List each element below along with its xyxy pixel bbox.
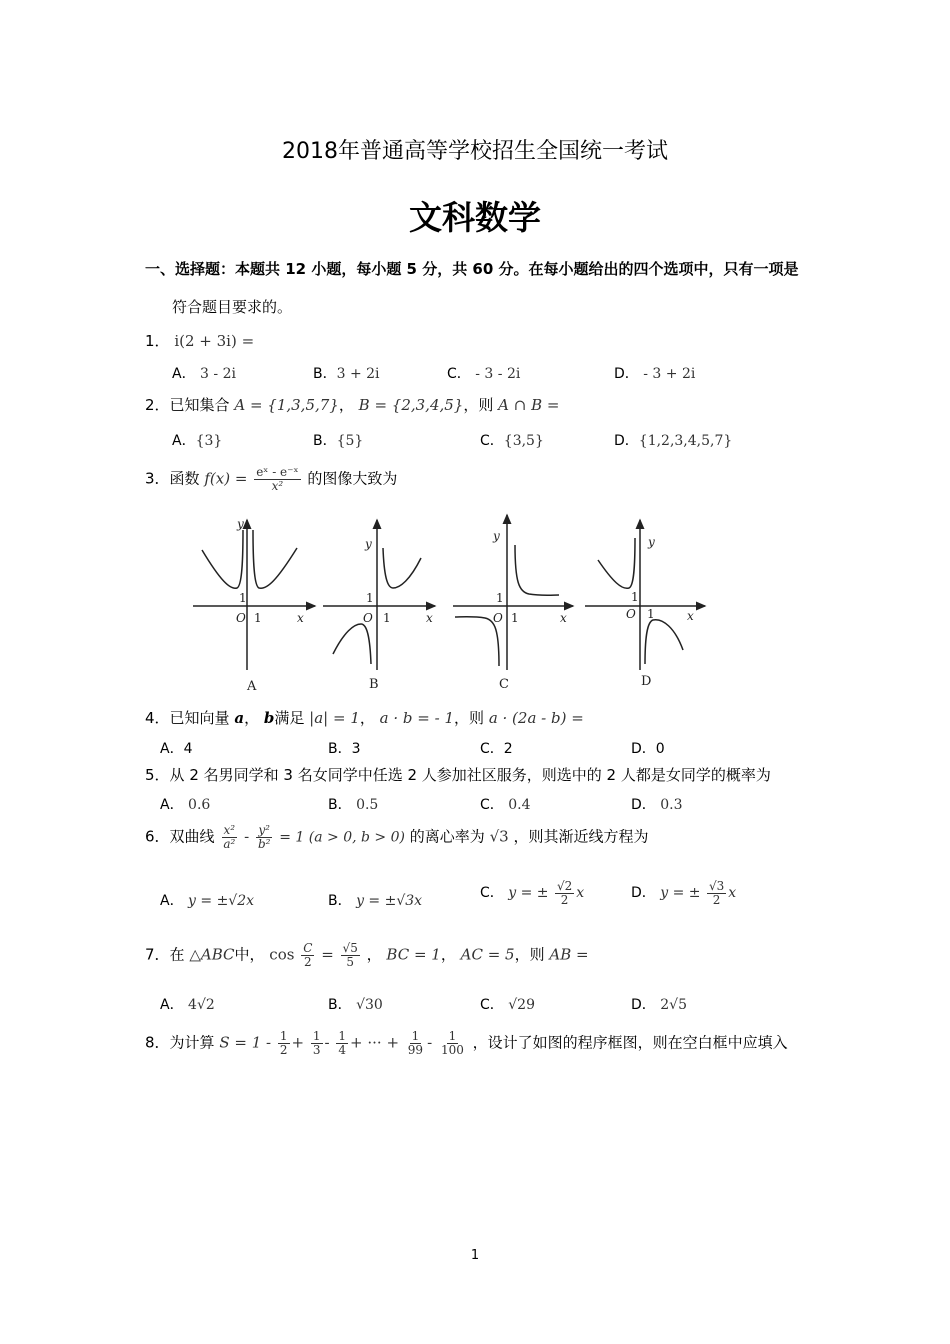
section-heading: 一、选择题：本题共 12 小题，每小题 5 分，共 60 分。在每小题给出的四个选项中，只有一项是 (145, 260, 799, 278)
q7-option-b: B． √30 (328, 997, 383, 1013)
graph-d-y-label: y (648, 535, 655, 549)
q6-option-a: A． y = ±√2x (160, 893, 255, 909)
graph-d-origin: O (626, 607, 636, 621)
graph-c (453, 515, 573, 670)
q2-option-b: B．{5} (313, 433, 364, 449)
q2-option-d: D．{1,2,3,4,5,7} (614, 433, 733, 449)
graph-a-tick-x: 1 (254, 611, 262, 625)
q6-option-b: B． y = ±√3x (328, 893, 423, 909)
graph-d-tick-x: 1 (647, 607, 655, 621)
q1-option-c: C． - 3 - 2i (447, 366, 521, 382)
q5-option-b: B． 0.5 (328, 797, 379, 813)
graph-a-y-label: y (237, 517, 244, 531)
graph-b-x-label: x (426, 611, 433, 625)
graph-a-origin: O (236, 611, 246, 625)
q5-option-d: D． 0.3 (631, 797, 683, 813)
q4-option-b: B．3 (328, 741, 361, 757)
q7-option-d: D． 2√5 (631, 997, 687, 1013)
graph-c-y-label: y (493, 529, 500, 543)
q4-option-d: D．0 (631, 741, 665, 757)
exam-title: 2018年普通高等学校招生全国统一考试 (282, 139, 668, 164)
q3-fraction: $\frac{\text{eˣ - e⁻ˣ}}{\text{x²}}$ (256, 465, 299, 493)
q4-option-c: C．2 (480, 741, 513, 757)
q1-option-a: A． 3 - 2i (172, 366, 236, 382)
q7-option-a: A． 4√2 (160, 997, 215, 1013)
question-3: 3．函数 f(x) = $\frac{\text{eˣ - e⁻ˣ}}{\text{x²}}$ 的图像大致为 (145, 465, 398, 493)
graph-b-y-label: y (365, 537, 372, 551)
graph-d-tick-y: 1 (631, 590, 639, 604)
graph-a-x-label: x (297, 611, 304, 625)
graph-b (323, 520, 435, 670)
q3-graphs (185, 510, 715, 695)
page-number: 1 (470, 1248, 480, 1263)
q1-option-b: B．3 + 2i (313, 366, 380, 382)
question-2: 2．已知集合 A = {1,3,5,7}， B = {2,3,4,5}，则 A ∩ B = (145, 396, 560, 414)
question-6: 6．双曲线 $\frac{\text{x²}}{\text{a²}}$ - $\frac{\text{y²}}{\text{b²}}$ = 1 (a > 0, b > 0) 的离心率为 √3 ，则其渐近线方程为 (145, 823, 649, 851)
graph-d-caption: D (641, 674, 652, 689)
graph-a (193, 520, 315, 670)
graph-c-tick-y: 1 (496, 591, 504, 605)
q6-option-d: D． y = ± $\frac{√3}{2}$ x (631, 879, 737, 907)
subject-title: 文科数学 (409, 198, 541, 237)
q7-option-c: C． √29 (480, 997, 535, 1013)
question-number: 1． (145, 332, 170, 350)
q5-option-c: C． 0.4 (480, 797, 531, 813)
graph-b-origin: O (363, 611, 373, 625)
graph-a-tick-y: 1 (239, 591, 247, 605)
graph-d-x-label: x (687, 609, 694, 623)
section-heading-cont: 符合题目要求的。 (172, 298, 293, 316)
graph-c-caption: C (499, 677, 509, 692)
graph-b-tick-x: 1 (383, 611, 391, 625)
graph-c-origin: O (493, 611, 503, 625)
q2-option-a: A．{3} (172, 433, 223, 449)
question-1 (145, 330, 254, 351)
question-8: 8．为计算 S = 1 - $\frac{1}{2}$ + $\frac{1}{3}$ - $\frac{1}{4}$ + ··· + $\frac{1}{99}$ - $\frac{1}{100}$ ，设计了如图的程序框图，则在空白框中应填入 (145, 1029, 788, 1057)
graph-b-tick-y: 1 (366, 591, 374, 605)
graph-c-tick-x: 1 (511, 611, 519, 625)
question-5: 5．从 2 名男同学和 3 名女同学中任选 2 人参加社区服务，则选中的 2 人都是女同学的概率为 (145, 766, 771, 784)
question-expression: i(2 + 3i) = (174, 332, 255, 350)
graph-a-caption: A (247, 679, 257, 694)
graph-c-x-label: x (560, 611, 567, 625)
q4-option-a: A．4 (160, 741, 193, 757)
q2-option-c: C．{3,5} (480, 433, 544, 449)
question-4: 4．已知向量 a， b满足 |a| = 1， a · b = - 1，则 a · (2a - b) = (145, 709, 584, 727)
question-7: 7．在 △ABC中， cos $\frac{C}{2}$ = $\frac{√5}{5}$ ， BC = 1， AC = 5，则 AB = (145, 941, 589, 969)
q1-option-d: D． - 3 + 2i (614, 366, 696, 382)
graph-b-caption: B (369, 677, 379, 692)
q5-option-a: A． 0.6 (160, 797, 211, 813)
q6-option-c: C． y = ± $\frac{√2}{2}$ x (480, 879, 585, 907)
graph-d (585, 520, 705, 670)
